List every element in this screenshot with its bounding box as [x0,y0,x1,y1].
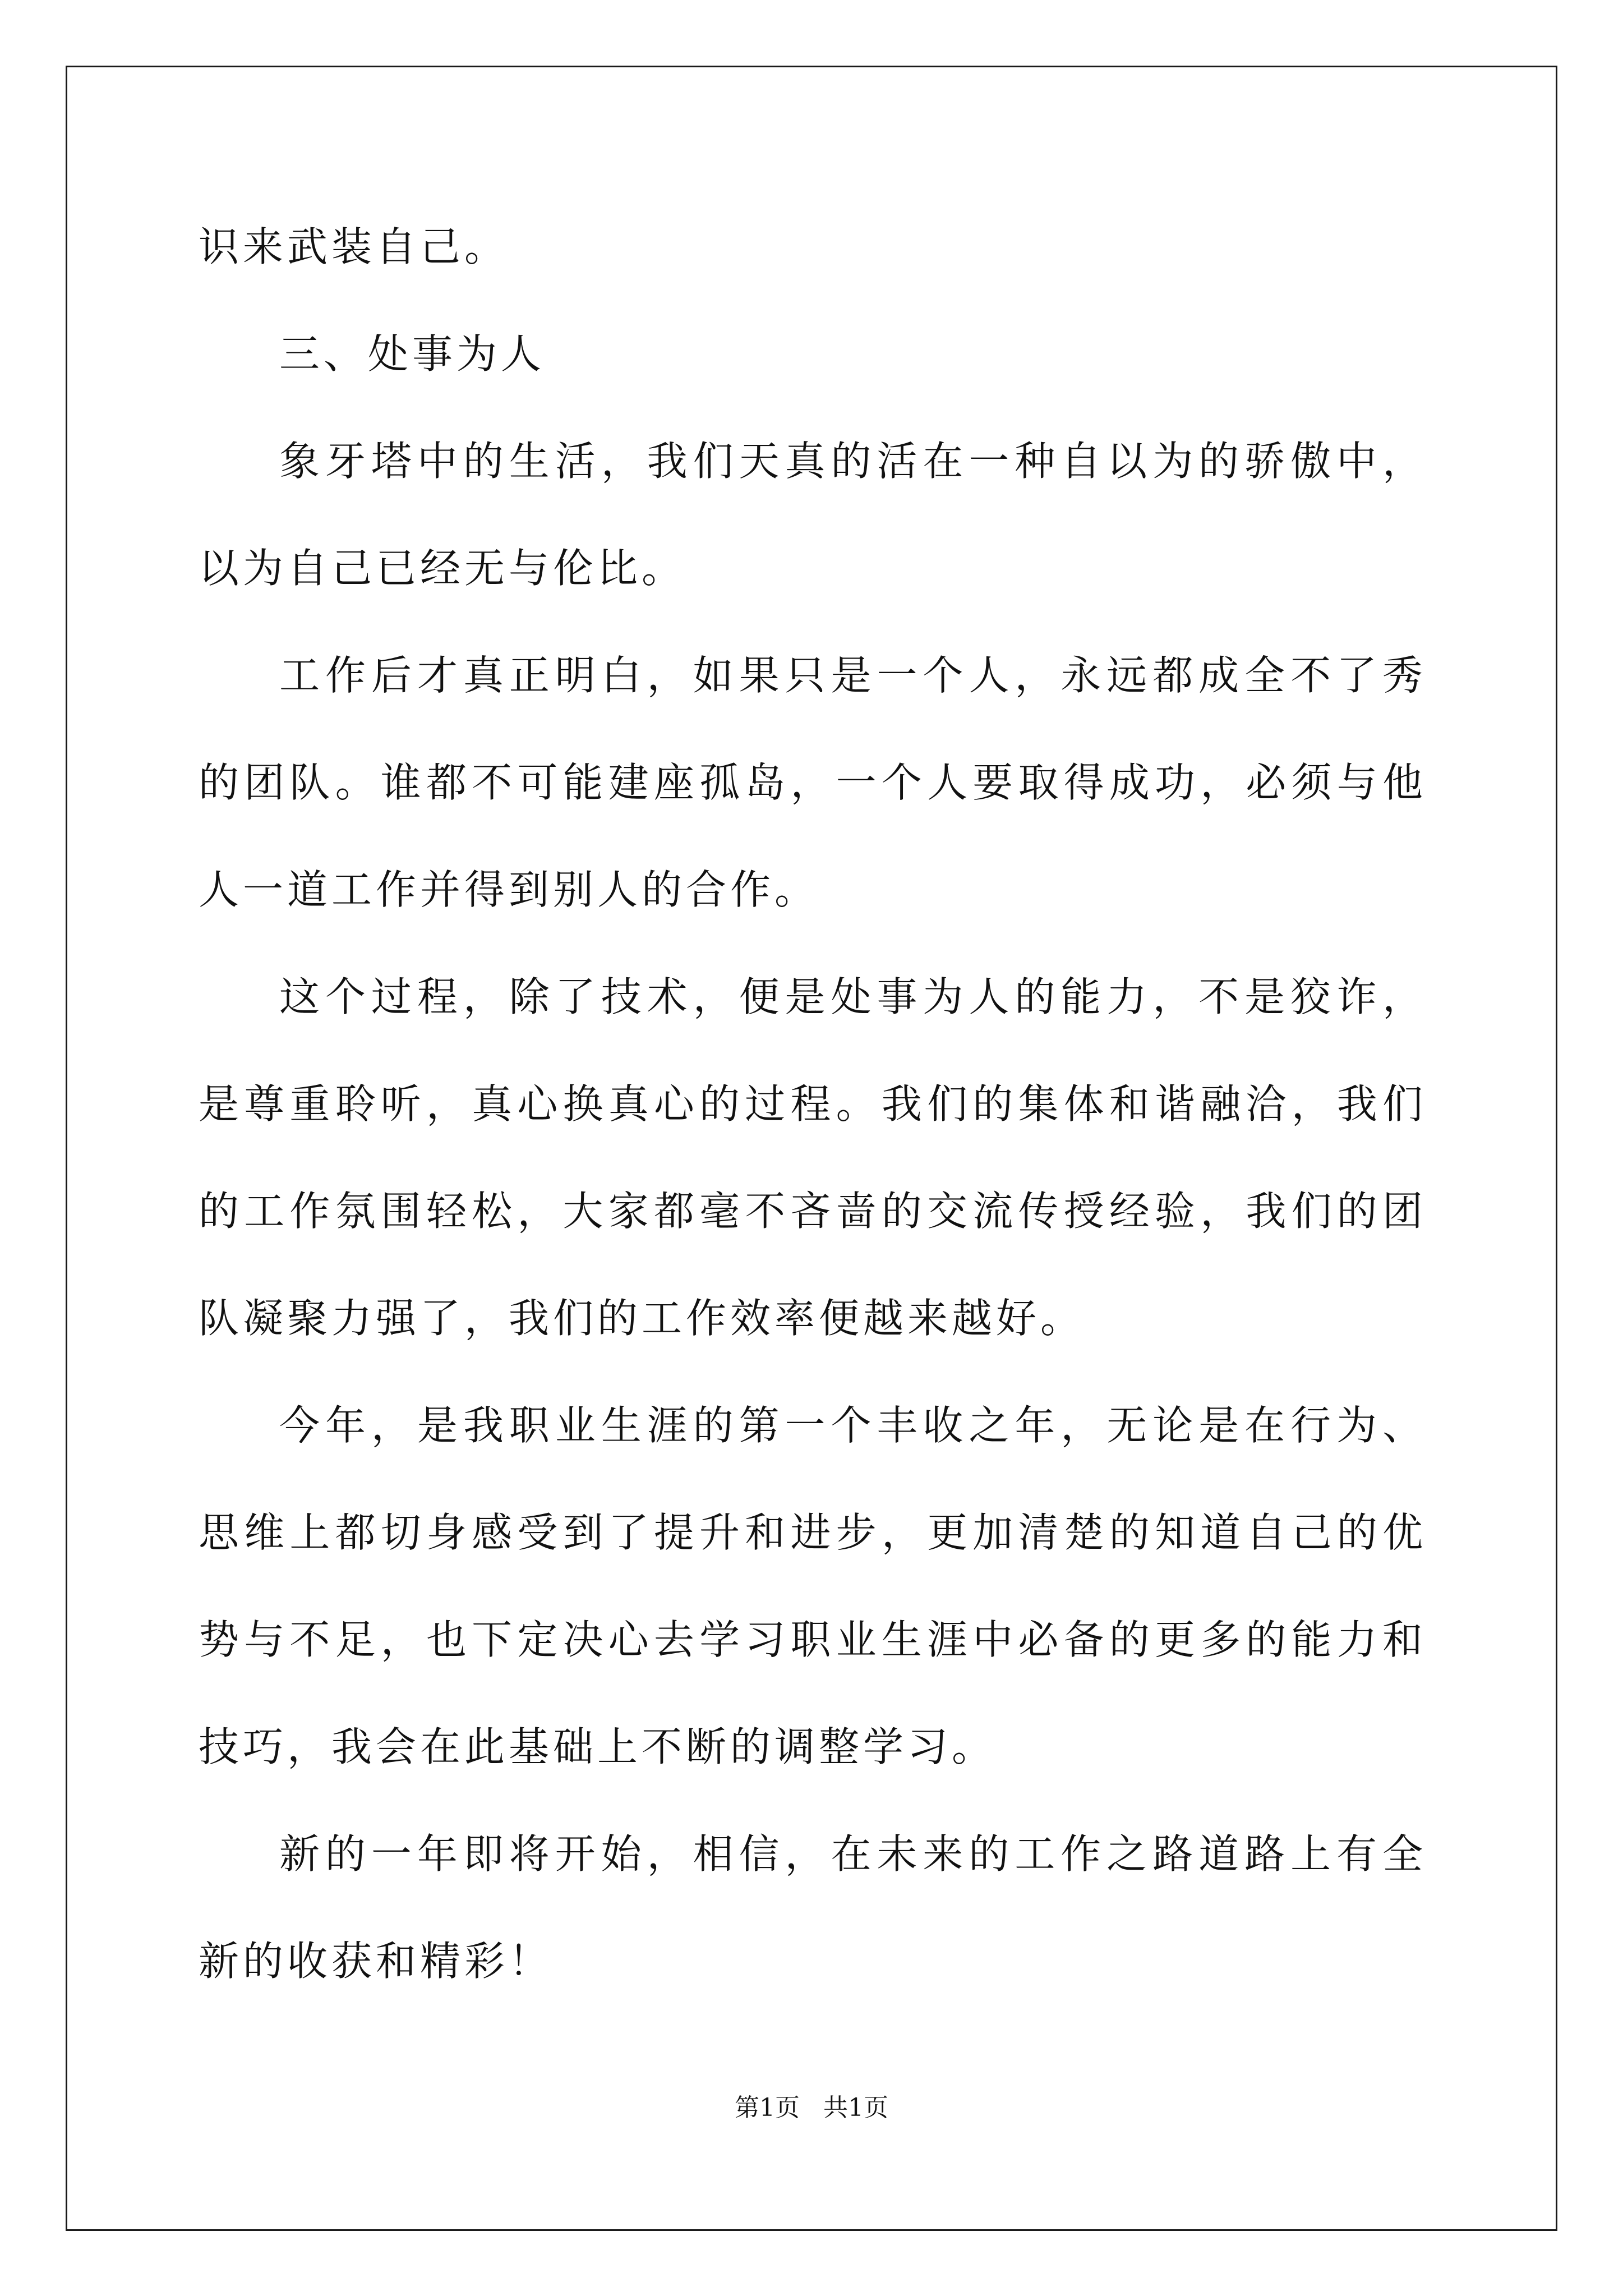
paragraph-4: 这个过程，除了技术，便是处事为人的能力，不是狡诈，是尊重聆听，真心换真心的过程。我们的集体和谐融洽，我们的工作氛围轻松，大家都毫不吝啬的交流传授经验，我们的团队凝聚力强了，我们的工作效率便越来越好。 [199,973,1427,1342]
section-heading: 三、处事为人 [279,330,546,378]
document-body [199,194,1427,2015]
paragraph-3: 工作后才真正明白，如果只是一个人，永远都成全不了秀的团队。谁都不可能建座孤岛，一个人要取得成功，必须与他人一道工作并得到别人的合作。 [199,652,1427,913]
page-footer [0,2091,1623,2125]
paragraph-2: 象牙塔中的生活，我们天真的活在一种自以为的骄傲中，以为自己已经无与伦比。 [199,438,1427,592]
paragraph-1: 识来武装自己。 [199,223,509,270]
paragraph-5: 今年，是我职业生涯的第一个丰收之年，无论是在行为、思维上都切身感受到了提升和进步，更加清楚的知道自己的优势与不足，也下定决心去学习职业生涯中必备的更多的能力和技巧，我会在此基础上不断的调整学习。 [199,1402,1427,1770]
paragraph-6: 新的一年即将开始，相信，在未来的工作之路道路上有全新的收获和精彩！ [199,1830,1427,1985]
page-number: 第1页 共1页 [735,2093,888,2122]
